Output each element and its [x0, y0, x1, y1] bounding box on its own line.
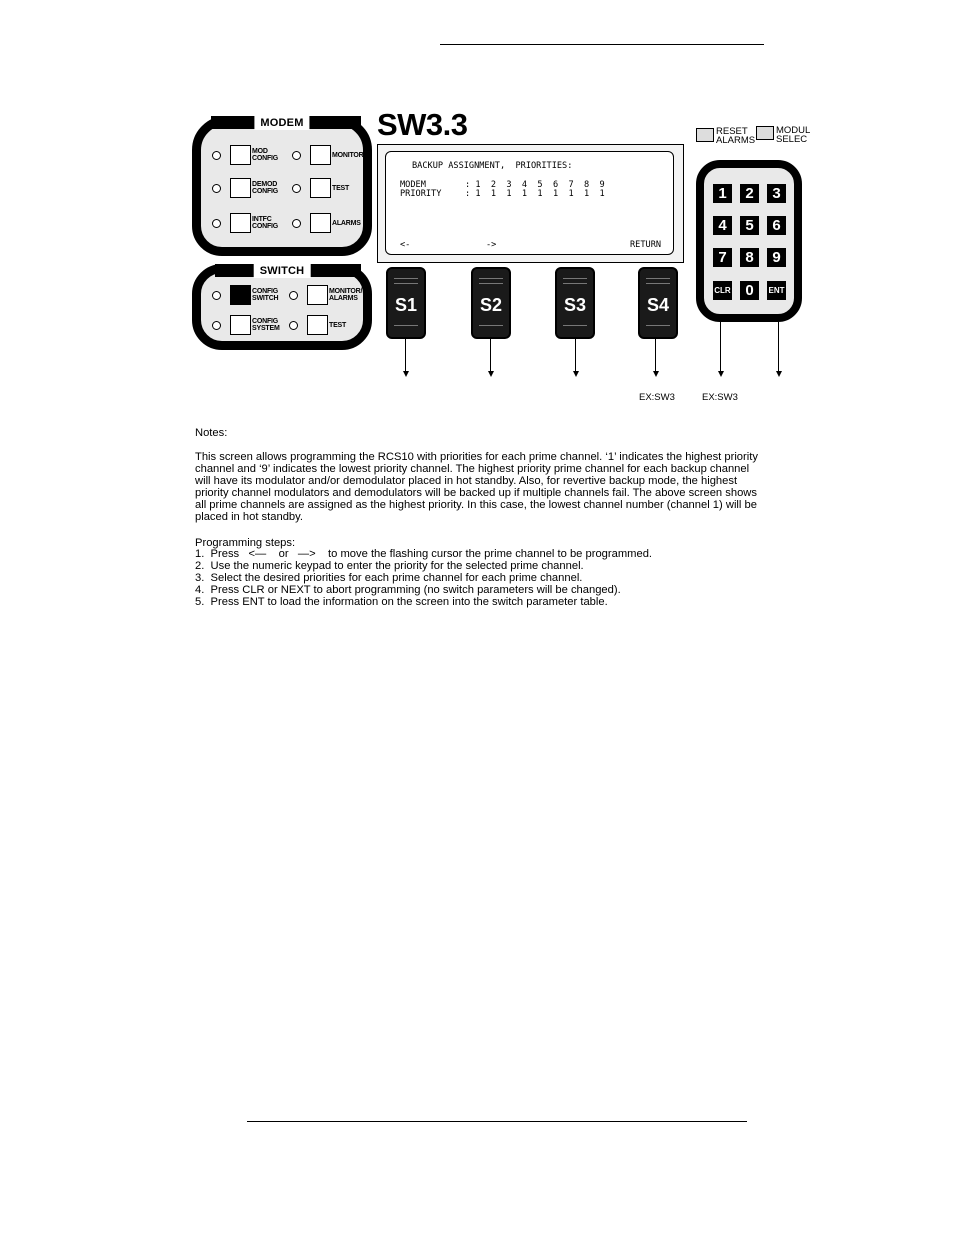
page-title: SW3.3: [377, 107, 468, 142]
key-3[interactable]: 3: [767, 184, 786, 203]
monitor-alarms-key[interactable]: [307, 285, 328, 305]
monitor-button[interactable]: [292, 145, 364, 165]
config-switch-led: [212, 291, 221, 300]
display-frame: [377, 144, 684, 263]
s4-exit-label: EX:SW3: [639, 392, 675, 403]
switch-panel-title: SWITCH: [254, 264, 311, 278]
switch-test-button[interactable]: [289, 315, 346, 335]
programming-step-2: 2. Use the numeric keypad to enter the priority for the selected prime channel.: [195, 560, 584, 572]
s2-arrow-head: [488, 371, 494, 377]
reset-alarms-key[interactable]: [696, 128, 714, 142]
modem-panel: [192, 116, 372, 256]
softkey-s2-label: S2: [479, 295, 503, 315]
modem-panel-title: MODEM: [254, 116, 309, 130]
key-0[interactable]: 0: [740, 281, 759, 300]
alarms-led: [292, 219, 301, 228]
key-5[interactable]: 5: [740, 216, 759, 235]
monitor-label: MONITOR: [332, 151, 364, 159]
clr-arrow-head: [718, 371, 724, 377]
mod-config-key[interactable]: [230, 145, 251, 165]
config-system-button[interactable]: [212, 315, 280, 335]
monitor-led: [292, 151, 301, 160]
demod-config-button[interactable]: [212, 178, 278, 198]
alarms-button[interactable]: [292, 213, 361, 233]
switch-panel: [192, 264, 372, 350]
demod-config-led: [212, 184, 221, 193]
ent-arrow-head: [776, 371, 782, 377]
s3-arrow-head: [573, 371, 579, 377]
softkey-s3[interactable]: [555, 267, 595, 339]
key-8[interactable]: 8: [740, 248, 759, 267]
programming-step-5: 5. Press ENT to load the information on the screen into the switch parameter table.: [195, 596, 608, 608]
monitor-alarms-led: [289, 291, 298, 300]
display-row1-values: : 1 2 3 4 5 6 7 8 9: [465, 180, 605, 190]
intfc-config-led: [212, 219, 221, 228]
key-clr[interactable]: CLR: [713, 281, 732, 300]
alarms-label: ALARMS: [332, 219, 361, 227]
demod-config-key[interactable]: [230, 178, 251, 198]
alarms-key[interactable]: [310, 213, 331, 233]
monitor-key[interactable]: [310, 145, 331, 165]
softkey-s3-label: S3: [563, 295, 587, 315]
programming-step-1: 1. Press <— or —> to move the flashing cursor the prime channel to be programmed.: [195, 548, 653, 560]
key-4[interactable]: 4: [713, 216, 732, 235]
numeric-keypad: [696, 160, 802, 322]
softkey-s4-label: S4: [646, 295, 670, 315]
display-row2-values: : 1 1 1 1 1 1 1 1 1: [465, 189, 605, 199]
config-switch-key[interactable]: [230, 285, 251, 305]
display-return: RETURN: [630, 240, 662, 250]
s4-arrow-line: [655, 339, 656, 371]
softkey-s1-label: S1: [394, 295, 418, 315]
mod-config-led: [212, 151, 221, 160]
intfc-config-key[interactable]: [230, 213, 251, 233]
monitor-alarms-button[interactable]: [289, 285, 362, 305]
clr-arrow-line: [720, 322, 721, 371]
config-system-label: CONFIG SYSTEM: [252, 318, 280, 332]
s1-arrow-head: [403, 371, 409, 377]
display-header: BACKUP ASSIGNMENT, PRIORITIES:: [412, 161, 573, 171]
bottom-rule: [247, 1121, 747, 1122]
module-select-label: MODUL SELEC: [776, 125, 811, 145]
notes-body: This screen allows programming the RCS10 with priorities for each prime channel. ‘1’ indicates the highest priority channel and ‘9’ indicates the lowest priority channel. The highest priority prime channel for each backup channel will have its modulator and/or demodulator placed in hot standby. Also, for revertive backup mode, the highest priority channel modulators and demodulators will be backed up if multiple channels fail. The above screen shows all prime channels are assigned as the highest priority. In this case, the lowest channel number (channel 1) will be placed in hot standby.: [195, 451, 758, 523]
softkey-s4[interactable]: [638, 267, 678, 339]
key-1[interactable]: 1: [713, 184, 732, 203]
module-select-key[interactable]: [756, 126, 774, 140]
config-switch-button[interactable]: [212, 285, 278, 305]
key-2[interactable]: 2: [740, 184, 759, 203]
s4-arrow-head: [653, 371, 659, 377]
display-row2-label: PRIORITY: [400, 189, 442, 199]
s3-arrow-line: [575, 339, 576, 371]
config-system-key[interactable]: [230, 315, 251, 335]
switch-test-label: TEST: [329, 321, 347, 329]
notes-heading: Notes:: [195, 427, 228, 439]
softkey-s2[interactable]: [471, 267, 511, 339]
s1-arrow-line: [405, 339, 406, 371]
test-button[interactable]: [292, 178, 349, 198]
s2-arrow-line: [490, 339, 491, 371]
config-switch-label: CONFIG SWITCH: [252, 288, 279, 302]
display-right-arrow: ->: [486, 240, 497, 250]
programming-heading: Programming steps:: [195, 537, 296, 549]
softkey-s1[interactable]: [386, 267, 426, 339]
test-key[interactable]: [310, 178, 331, 198]
display-screen: [385, 151, 674, 255]
monitor-alarms-label: MONITOR/ ALARMS: [329, 288, 363, 302]
clr-exit-label: EX:SW3: [702, 392, 738, 403]
ent-arrow-line: [778, 322, 779, 371]
intfc-config-button[interactable]: [212, 213, 278, 233]
top-rule: [440, 44, 764, 45]
key-ent[interactable]: ENT: [767, 281, 786, 300]
switch-test-led: [289, 321, 298, 330]
reset-alarms-label: RESET ALARMS: [716, 126, 756, 146]
programming-step-3: 3. Select the desired priorities for each prime channel for each prime channel.: [195, 572, 583, 584]
mod-config-button[interactable]: [212, 145, 278, 165]
display-row1-label: MODEM: [400, 180, 426, 190]
switch-test-key[interactable]: [307, 315, 328, 335]
test-label: TEST: [332, 184, 350, 192]
key-9[interactable]: 9: [767, 248, 786, 267]
key-6[interactable]: 6: [767, 216, 786, 235]
demod-config-label: DEMOD CONFIG: [252, 181, 279, 195]
config-system-led: [212, 321, 221, 330]
intfc-config-label: INTFC CONFIG: [252, 216, 279, 230]
display-left-arrow: <-: [400, 240, 411, 250]
test-led: [292, 184, 301, 193]
key-7[interactable]: 7: [713, 248, 732, 267]
mod-config-label: MOD CONFIG: [252, 148, 279, 162]
programming-step-4: 4. Press CLR or NEXT to abort programming (no switch parameters will be changed).: [195, 584, 621, 596]
